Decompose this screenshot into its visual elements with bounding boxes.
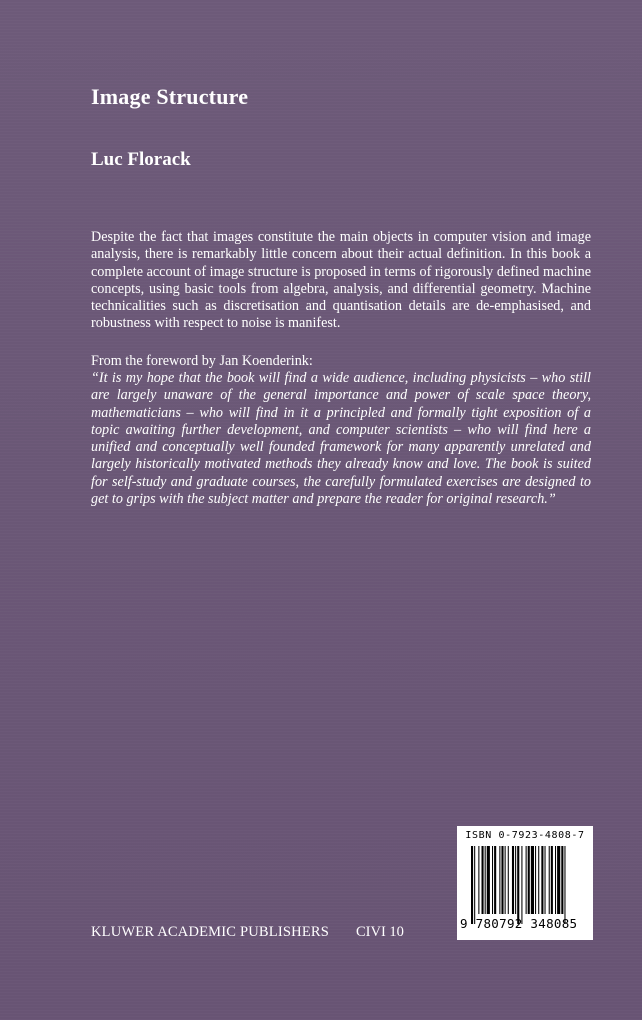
barcode-bar [535,846,536,914]
barcode-bar [526,846,527,914]
barcode-bar [551,846,553,914]
isbn-label: ISBN 0-7923-4808-7 [465,830,585,841]
barcode-bar [555,846,556,914]
foreword-quote: “It is my hope that the book will find a wide audience, including physicists – who still are largely unaware of the general importance and power of scale space theory, mathematicians – who will find in it a principled and formally tight exposition of a topic awaiting further development, and computer scientists – who will find here a unified and conceptually well founded framework for many apparently unrelated and largely historically motivated methods they already know and love. The book is suited for self-study and graduate courses, the carefully formulated exercises are designed to get to grips with the subject matter and prepare the reader for original research.” [91,370,591,508]
barcode-bar [478,846,479,914]
barcode-bar [549,846,550,914]
barcode-bar [512,846,514,914]
barcode-bar [528,846,530,914]
barcode-bar [508,846,509,914]
barcode-bar [515,846,516,914]
barcode-bar [471,846,473,924]
foreword-intro: From the foreword by Jan Koenderink: [91,353,313,369]
barcode-bar [517,846,519,924]
barcode-bar [521,846,522,924]
barcode-bars [471,846,587,924]
barcode-bar [557,846,560,914]
barcode-bar [545,846,546,914]
barcode-bar [485,846,486,914]
book-title: Image Structure [91,84,249,109]
isbn-barcode [457,826,593,940]
book-description: Despite the fact that images constitute the main objects in computer vision and image analysis, there is remarkably little concern about their actual definition. In this book a complete account of image structure is proposed in terms of rigorously defined machine concepts, using basic tools from algebra, analysis, and differential geometry. Machine technicalities such as discretisation and quantisation details are de-emphasised, and robustness with respect to noise is manifest. [91,229,591,332]
publisher-name: KLUWER ACADEMIC PUBLISHERS [91,924,330,940]
barcode-bar [482,846,484,914]
ean-number: 9 780792 348085 [460,916,578,931]
barcode-bar [487,846,490,914]
barcode-bar [541,846,543,914]
series-label: CIVI 10 [356,924,404,940]
barcode-bar [494,846,496,914]
barcode-bar [561,846,563,914]
barcode-bar [505,846,506,914]
barcode-bar [499,846,500,914]
barcode-bar [538,846,539,914]
barcode-bar [531,846,534,914]
barcode-bar [492,846,493,914]
barcode-bar [474,846,475,924]
barcode-bar [501,846,503,914]
barcode-bar [564,846,565,924]
book-author: Luc Florack [91,149,191,170]
